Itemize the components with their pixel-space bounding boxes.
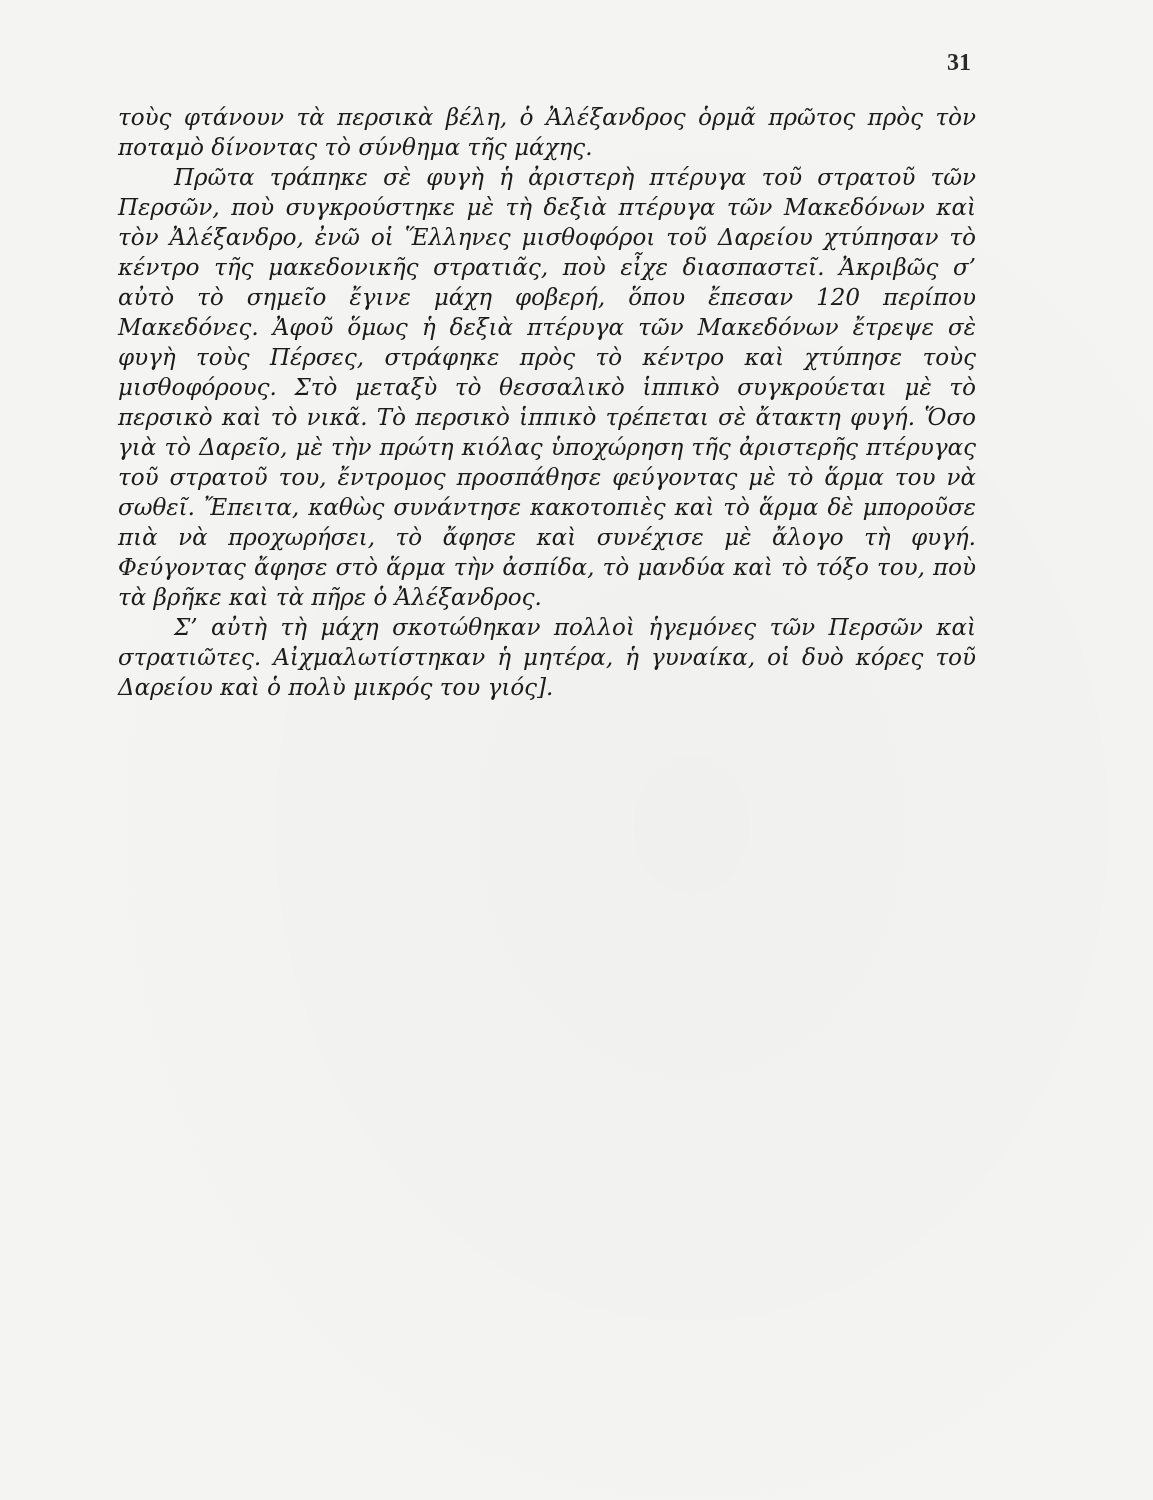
paragraph-1: τοὺς φτάνουν τὰ περσικὰ βέλη, ὁ Ἀλέξανδρος ὁρμᾶ πρῶτος πρὸς τὸν ποταμὸ δίνοντας τὸ σύνθημα τῆς μάχης. <box>118 105 976 161</box>
paragraph-2: Πρῶτα τράπηκε σὲ φυγὴ ἡ ἀριστερὴ πτέρυγα τοῦ στρατοῦ τῶν Περσῶν, ποὺ συγκρούστηκε μὲ τὴ δεξιὰ πτέρυγα τῶν Μακεδόνων καὶ τὸν Ἀλέξανδρο, ἐνῶ οἱ Ἕλληνες μισθοφόροι τοῦ Δαρείου χτύπησαν τὸ κέντρο τῆς μακεδονικῆς στρατιᾶς, ποὺ εἶχε διασπαστεῖ. Ἀκριβῶς σ’ αὐτὸ τὸ σημεῖο ἔγινε μάχη φοβερή, ὅπου ἔπεσαν 120 περίπου Μακεδόνες. Ἀφοῦ ὅμως ἡ δεξιὰ πτέρυγα τῶν Μακεδόνων ἔτρεψε σὲ φυγὴ τοὺς Πέρσες, στράφηκε πρὸς τὸ κέντρο καὶ χτύπησε τοὺς μισθοφόρους. Στὸ μεταξὺ τὸ θεσσαλικὸ ἱππικὸ συγκρούεται μὲ τὸ περσικὸ καὶ τὸ νικᾶ. Τὸ περσικὸ ἱππικὸ τρέπεται σὲ ἄτακτη φυγή. Ὅσο γιὰ τὸ Δαρεῖο, μὲ τὴν πρώτη κιόλας ὑποχώρηση τῆς ἀριστερῆς πτέρυγας τοῦ στρατοῦ του, ἔντρομος προσπάθησε φεύγοντας μὲ τὸ ἅρμα του νὰ σωθεῖ. Ἔπειτα, καθὼς συνάντησε κακοτοπιὲς καὶ τὸ ἅρμα δὲ μποροῦσε πιὰ νὰ προχωρήσει, τὸ ἄφησε καὶ συνέχισε μὲ ἄλογο τὴ φυγή. Φεύγοντας ἄφησε στὸ ἅρμα τὴν ἀσπίδα, τὸ μανδύα καὶ τὸ τόξο του, ποὺ τὰ βρῆκε καὶ τὰ πῆρε ὁ Ἀλέξανδρος. <box>118 165 976 611</box>
paragraph-3: Σ’ αὐτὴ τὴ μάχη σκοτώθηκαν πολλοὶ ἡγεμόνες τῶν Περσῶν καὶ στρατιῶτες. Αἰχμαλωτίστηκαν ἡ μητέρα, ἡ γυναίκα, οἱ δυὸ κόρες τοῦ Δαρείου καὶ ὁ πολὺ μικρός του γιός]. <box>118 615 976 701</box>
main-text <box>118 103 976 703</box>
page-number: 31 <box>947 50 971 76</box>
